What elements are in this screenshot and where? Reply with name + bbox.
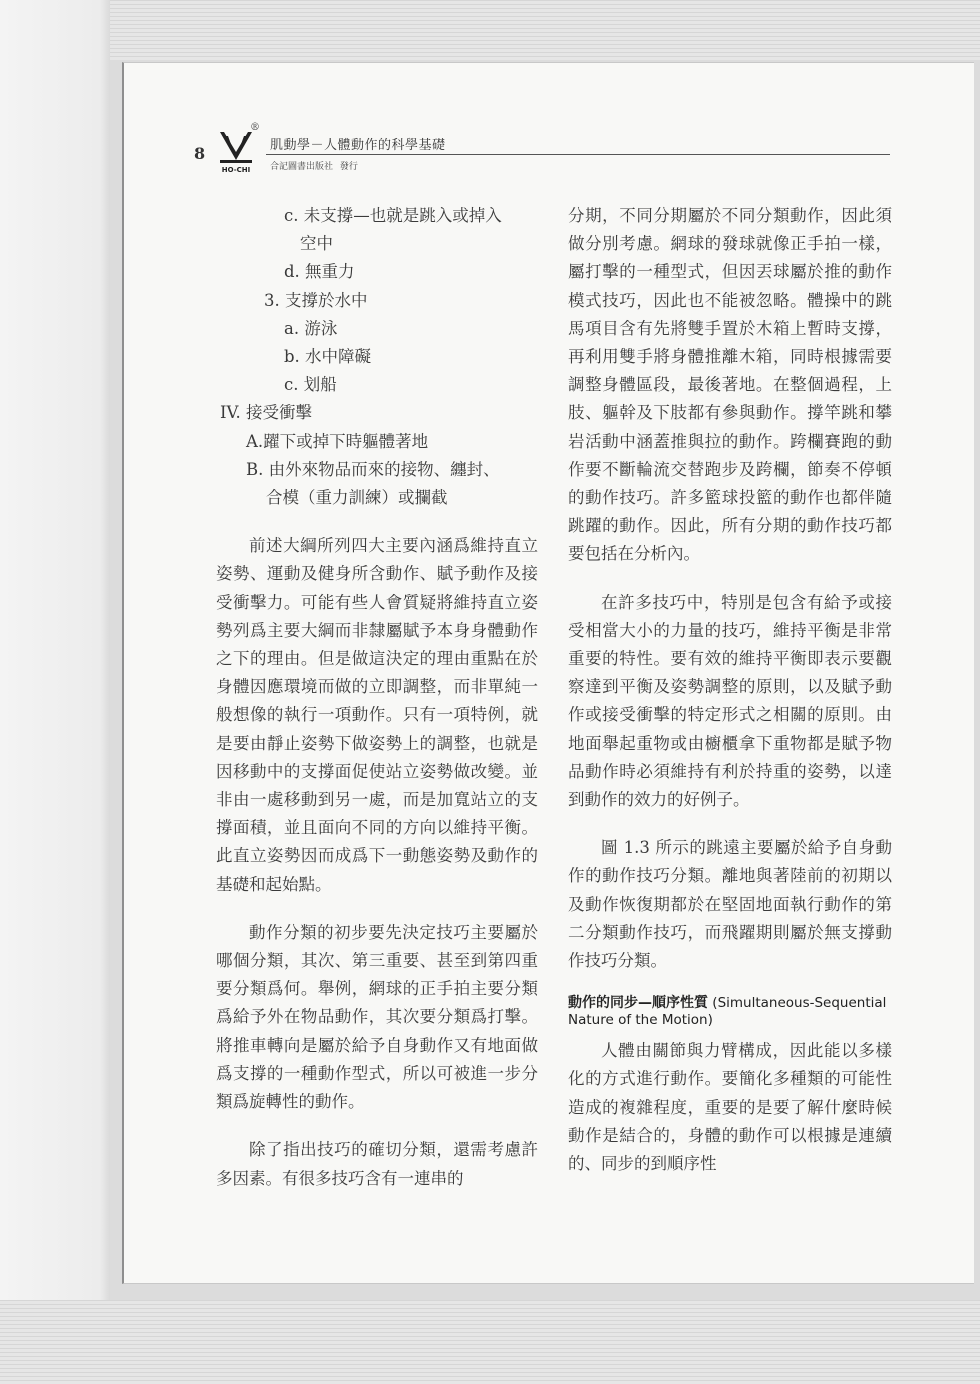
outline-item: a. 游泳 [284,318,338,338]
outline-item: B. 由外來物品而來的接物、纏封、 [246,459,500,479]
paragraph: 在許多技巧中，特別是包含有給予或接受相當大小的力量的技巧，維持平衡是非常重要的特性。要有效的維持平衡即表示要觀察達到平衡及姿勢調整的原則，以及賦予動作或接受衝擊的特定形式之相關的原則。由地面舉起重物或由櫥櫃拿下重物都是賦予物品動作時必須維持有利於持重的姿勢，以達到動作的效力的好例子。 [568,592,892,810]
outline-item: b. 水中障礙 [284,347,372,367]
publisher-line: 合記圖書出版社 發行 [270,162,358,172]
paragraph: 前述大綱所列四大主要內涵爲維持直立姿勢、運動及健身所含動作、賦予動作及接受衝擊力。可能有些人會質疑將維持直立姿勢列爲主要大綱而非隸屬賦予本身身體動作之下的理由。但是做這決定的理由重點在於身體因應環境而做的立即調整，而非單純一般想像的執行一項動作。只有一項特例，就是要由靜止姿勢下做姿勢上的調整，也就是因移動中的支撐面促使站立姿勢做改變。並非由一處移動到另一處，而是加寬站立的支撐面積，並且面向不同的方向以維持平衡。此直立姿勢因而成爲下一動態姿勢及動作的基礎和起始點。 [216,536,538,894]
running-header [190,118,890,180]
outline-item: d. 無重力 [284,262,355,282]
scan-top-border [0,0,980,60]
logo-text: HO-CHI [221,166,251,174]
registered-mark: ® [250,122,260,133]
publisher-logo-icon [218,130,254,174]
scan-left-margin [0,0,110,1384]
paragraph: 除了指出技巧的確切分類，還需考慮許多因素。有很多技巧含有一連串的 [216,1140,538,1188]
outline-item: A.躍下或掉下時軀體著地 [246,431,429,451]
scan-bottom-border [0,1300,980,1384]
section-heading [568,995,892,1029]
outline-item: 空中 [300,234,333,254]
outline-item: c. 未支撐—也就是跳入或掉入 [284,206,502,225]
outline-item: IV. 接受衝擊 [220,403,313,423]
section-heading-zh: 動作的同步—順序性質 [568,995,708,1012]
right-column [568,202,892,1178]
outline-item: c. 划船 [284,375,337,395]
left-column [216,202,538,1193]
book-title: 肌動學－人體動作的科學基礎 [270,138,446,153]
page-number: 8 [194,144,206,163]
paragraph: 圖 1.3 所示的跳遠主要屬於給予自身動作的動作技巧分類。離地與著陸前的初期以及動作恢復期都於在堅固地面執行動作的第二分類動作技巧，而飛躍期則屬於無支撐動作技巧分類。 [568,838,892,971]
paragraph: 分期，不同分期屬於不同分類動作，因此須做分別考慮。網球的發球就像正手拍一樣，屬打擊的一種型式，但因丟球屬於推的動作模式技巧，因此也不能被忽略。體操中的跳馬項目含有先將雙手置於木箱上暫時支撐，再利用雙手將身體推離木箱，同時根據需要調整身體區段，最後著地。在整個過程，上肢、軀幹及下肢都有參與動作。撐竿跳和攀岩活動中涵蓋推與拉的動作。跨欄賽跑的動作要不斷輪流交替跑步及跨欄，節奏不停頓的動作技巧。許多籃球投籃的動作也都伴隨跳躍的動作。因此，所有分期的動作技巧都要包括在分析內。 [568,206,892,564]
header-rule [266,154,890,155]
paragraph: 人體由關節與力臂構成，因此能以多樣化的方式進行動作。要簡化多種類的可能性造成的複雜程度，重要的是要了解什麼時候動作是結合的，身體的動作可以根據是連續的、同步的到順序性 [568,1041,892,1174]
outline-item: 3. 支撐於水中 [264,290,368,310]
outline-list [216,202,538,512]
outline-item: 合模（重力訓練）或攔截 [266,488,448,508]
paragraph: 動作分類的初步要先決定技巧主要屬於哪個分類，其次、第三重要、甚至到第四重要分類爲何。舉例，網球的正手拍主要分類爲給予外在物品動作，其次要分類爲打擊。將推車轉向是屬於給予自身動作又有地面做爲支撐的一種動作型式，所以可被進一步分類爲旋轉性的動作。 [216,922,538,1112]
section-heading-en: (Simultaneous-Sequential Nature of the Motion) [568,995,887,1029]
